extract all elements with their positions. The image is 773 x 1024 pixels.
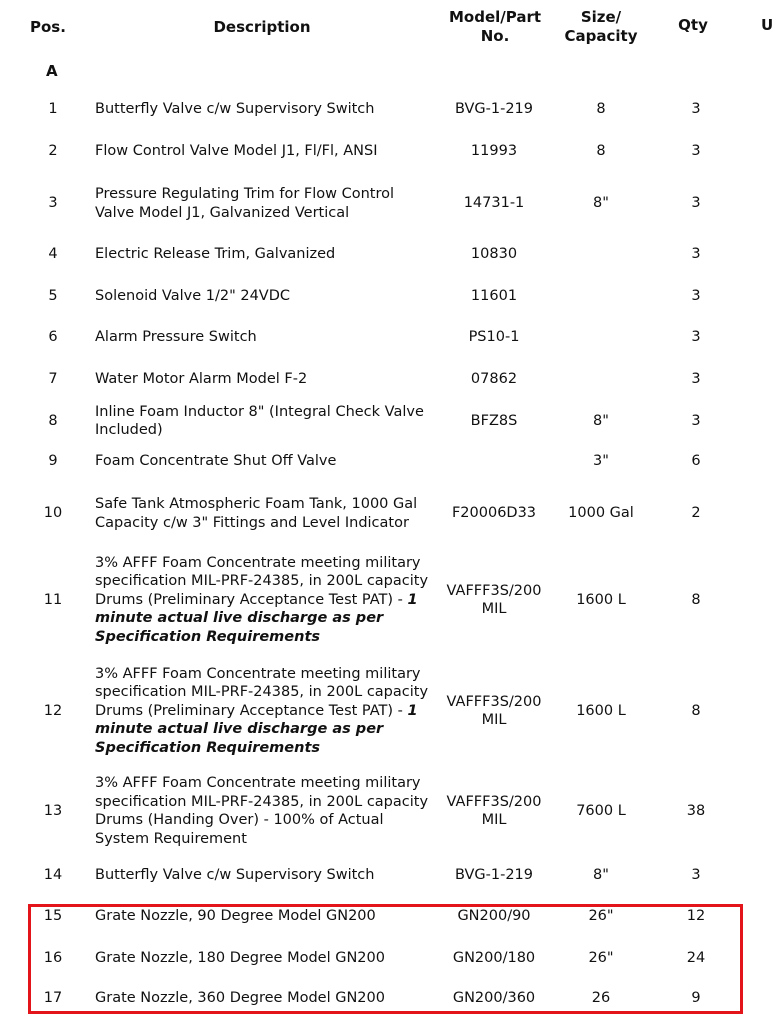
table-row [0, 327, 768, 347]
row-qty: 8 [691, 702, 701, 719]
row-description-text: Electric Release Trim, Galvanized [95, 245, 336, 262]
row-description-text [95, 665, 430, 758]
row-description-text: Alarm Pressure Switch [95, 328, 257, 345]
row-qty: 3 [691, 100, 701, 117]
row-qty: 3 [691, 245, 701, 262]
row-size: 1000 Gal [568, 505, 634, 522]
row-description [95, 286, 440, 306]
row-description [95, 402, 430, 440]
row-description-emphasis: 1 minute actual live discharge as per Specification Requirements [95, 702, 418, 756]
row-model: 11601 [470, 287, 518, 304]
row-description-text: 3% AFFF Foam Concentrate meeting military specification MIL-PRF-24385, in 200L capacity Drums (Handing Over) - 100% of Actual System Requirement [95, 775, 429, 847]
row-qty: 3 [691, 142, 701, 159]
row-description-emphasis: 1 minute actual live discharge as per Specification Requirements [95, 591, 418, 645]
row-pos: 5 [48, 287, 58, 304]
row-size: 8 [596, 100, 606, 117]
row-description-text: Safe Tank Atmospheric Foam Tank, 1000 Gal Capacity c/w 3" Fittings and Level Indicator [95, 496, 418, 531]
table-row [0, 244, 768, 264]
row-model: PS10-1 [468, 328, 520, 345]
table-row [0, 485, 768, 542]
row-qty: 9 [691, 989, 701, 1006]
row-qty: 3 [691, 195, 701, 212]
row-description [95, 369, 440, 389]
row-pos: 6 [48, 328, 58, 345]
table-row [0, 655, 768, 767]
row-size: 8 [596, 142, 606, 159]
header-size-capacity: Size/ Capacity [564, 8, 638, 45]
row-model: BFZ8S [470, 412, 518, 429]
row-model: BVG-1-219 [454, 866, 534, 883]
row-description-text: Solenoid Valve 1/2" 24VDC [95, 287, 291, 304]
table-row [0, 175, 768, 232]
row-model: 11993 [470, 142, 518, 159]
table-row [0, 948, 768, 968]
row-description-text: Grate Nozzle, 90 Degree Model GN200 [95, 907, 376, 924]
row-size: 1600 L [576, 702, 626, 719]
row-model: F20006D33 [451, 505, 537, 522]
row-qty: 12 [686, 907, 706, 924]
table-row [0, 544, 768, 656]
row-model: VAFFF3S/200 MIL [446, 693, 542, 728]
row-size [560, 327, 642, 347]
row-model: 14731-1 [463, 195, 525, 212]
row-model: GN200/360 [452, 989, 536, 1006]
table-row [0, 402, 768, 440]
row-description [95, 988, 440, 1008]
table-row [0, 369, 768, 389]
row-pos: 10 [43, 505, 63, 522]
row-description-text: Grate Nozzle, 180 Degree Model GN200 [95, 949, 385, 966]
row-pos: 3 [48, 195, 58, 212]
row-pos: 14 [43, 866, 63, 883]
row-model [434, 451, 554, 471]
row-size: 26 [591, 989, 611, 1006]
row-description [95, 865, 440, 885]
row-description [95, 906, 440, 926]
row-size: 26" [588, 907, 614, 924]
table-row [0, 988, 768, 1008]
row-size [560, 369, 642, 389]
row-size: 8" [593, 195, 609, 212]
table-row [0, 286, 768, 306]
row-description [95, 99, 440, 119]
row-model: BVG-1-219 [454, 100, 534, 117]
table-row [0, 865, 768, 885]
row-description-main: 3% AFFF Foam Concentrate meeting military specification MIL-PRF-24385, in 200L capacity Drums (Preliminary Acceptance Test PAT) - [95, 554, 429, 608]
row-model: GN200/180 [452, 949, 536, 966]
row-qty: 8 [691, 591, 701, 608]
row-pos: 13 [43, 802, 63, 819]
row-qty: 3 [691, 866, 701, 883]
row-pos: 17 [43, 989, 63, 1006]
row-size: 1600 L [576, 591, 626, 608]
row-description [95, 485, 440, 542]
section-label: A [46, 62, 58, 80]
row-qty: 3 [691, 412, 701, 429]
row-description-text: Inline Foam Inductor 8" (Integral Check Valve Included) [95, 403, 424, 438]
row-description-text: Foam Concentrate Shut Off Valve [95, 452, 337, 469]
row-description [95, 327, 440, 347]
row-qty: 24 [686, 949, 706, 966]
row-size: 8" [593, 866, 609, 883]
row-size: 3" [593, 452, 609, 469]
row-qty: 38 [686, 802, 706, 819]
row-model: 07862 [470, 370, 518, 387]
row-description-text: Flow Control Valve Model J1, Fl/Fl, ANSI [95, 142, 378, 159]
row-description [95, 948, 440, 968]
row-description [95, 175, 395, 232]
row-description-text: Butterfly Valve c/w Supervisory Switch [95, 866, 375, 883]
row-description-text: Water Motor Alarm Model F-2 [95, 370, 308, 387]
row-pos: 12 [43, 702, 63, 719]
row-pos: 4 [48, 245, 58, 262]
row-pos: 11 [43, 591, 63, 608]
row-pos: 7 [48, 370, 58, 387]
row-pos: 15 [43, 907, 63, 924]
row-model: VAFFF3S/200 MIL [446, 793, 542, 828]
row-qty: 6 [691, 452, 701, 469]
table-row [0, 906, 768, 926]
row-description-text: Grate Nozzle, 360 Degree Model GN200 [95, 989, 385, 1006]
table-row [0, 99, 768, 119]
row-pos: 1 [48, 100, 58, 117]
row-model: GN200/90 [457, 907, 531, 924]
table-row [0, 141, 768, 161]
row-size: 8" [593, 412, 609, 429]
row-pos: 16 [43, 949, 63, 966]
row-qty: 2 [691, 505, 701, 522]
row-description [95, 451, 440, 471]
row-description [95, 244, 440, 264]
row-size: 7600 L [576, 802, 626, 819]
row-qty: 3 [691, 328, 701, 345]
row-description [95, 544, 430, 656]
row-size [560, 286, 642, 306]
header-clipped-column: U [761, 16, 773, 34]
row-description-main: 3% AFFF Foam Concentrate meeting military specification MIL-PRF-24385, in 200L capacity Drums (Preliminary Acceptance Test PAT) - [95, 665, 429, 719]
header-pos: Pos. [30, 18, 66, 36]
header-qty: Qty [678, 16, 708, 34]
row-pos: 9 [48, 452, 58, 469]
row-description-text: Butterfly Valve c/w Supervisory Switch [95, 100, 375, 117]
row-qty: 3 [691, 287, 701, 304]
row-description-text: Pressure Regulating Trim for Flow Control Valve Model J1, Galvanized Vertical [95, 186, 395, 221]
row-description [95, 141, 440, 161]
row-description [95, 773, 430, 849]
table-row [0, 773, 768, 849]
table-row [0, 451, 768, 471]
row-model: 10830 [470, 245, 518, 262]
row-qty: 3 [691, 370, 701, 387]
row-model: VAFFF3S/200 MIL [446, 582, 542, 617]
row-pos: 2 [48, 142, 58, 159]
row-size [560, 244, 642, 264]
header-model-part-no: Model/Part No. [448, 8, 542, 45]
row-description [95, 655, 430, 767]
row-pos: 8 [48, 412, 58, 429]
row-description-text [95, 554, 430, 647]
header-description: Description [213, 18, 311, 36]
row-size: 26" [588, 949, 614, 966]
